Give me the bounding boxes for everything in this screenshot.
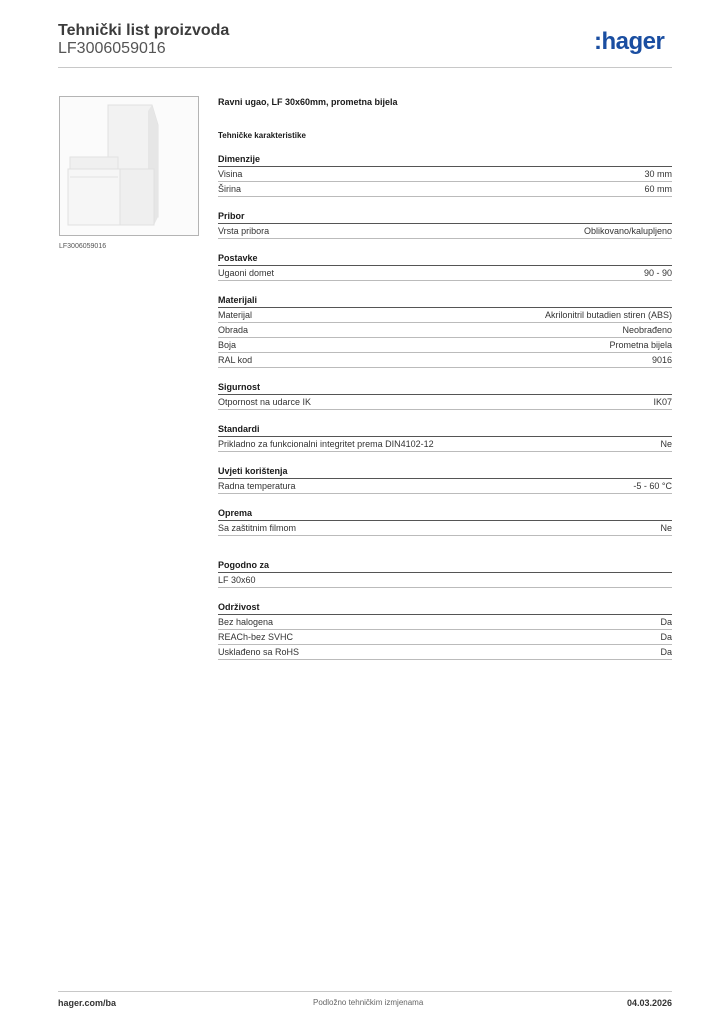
spec-label: Sa zaštitnim filmom [218,523,297,533]
spec-row [218,338,672,353]
spec-row [218,521,672,536]
spec-value: Da [660,617,672,627]
spec-value: Oblikovano/kalupljeno [583,226,672,236]
section-pribor [218,211,672,239]
spec-row [218,479,672,494]
spec-row [218,395,672,410]
footer-website-link[interactable]: hager.com/ba [58,998,117,1008]
spec-row [218,437,672,452]
image-caption: LF3006059016 [59,243,107,250]
spec-label: Visina [218,169,243,179]
hager-logo: :hager [594,28,665,55]
section-title: Postavke [218,253,672,266]
spec-row [218,630,672,645]
spec-row [218,353,672,368]
section-title: Dimenzije [218,154,672,167]
section-title: Uvjeti korištenja [218,466,672,479]
spec-row [218,224,672,239]
section-pogodno-za [218,560,672,588]
tech-characteristics-heading: Tehničke karakteristike [218,131,306,140]
spec-label: Radna temperatura [218,481,296,491]
spec-value: Neobrađeno [622,325,672,335]
spec-label: Obrada [218,325,249,335]
section-title: Pogodno za [218,560,672,573]
spec-label: LF 30x60 [218,575,256,585]
footer-date: 04.03.2026 [626,998,672,1008]
spec-row [218,615,672,630]
section-title: Standardi [218,424,672,437]
spec-value: IK07 [653,397,672,407]
spec-row [218,167,672,182]
spec-label: Usklađeno sa RoHS [218,647,300,657]
spec-label: Otpornost na udarce IK [218,397,312,407]
spec-value: 30 mm [644,169,672,179]
product-image [59,96,199,236]
spec-value: Da [660,632,672,642]
section-sigurnost [218,382,672,410]
spec-label: Ugaoni domet [218,268,275,278]
product-description: Ravni ugao, LF 30x60mm, prometna bijela [218,97,398,107]
spec-row [218,573,672,588]
section-uvjeti-koristenja [218,466,672,494]
spec-label: REACh-bez SVHC [218,632,294,642]
section-title: Oprema [218,508,672,521]
section-oprema [218,508,672,536]
page-title: Tehnički list proizvoda [58,22,230,39]
spec-value: Akrilonitril butadien stiren (ABS) [544,310,672,320]
spec-value: 9016 [651,355,672,365]
spec-value: 90 - 90 [643,268,672,278]
product-number: LF3006059016 [58,40,166,57]
footer-notice: Podložno tehničkim izmjenama [313,998,424,1007]
section-title: Pribor [218,211,672,224]
spec-label: Vrsta pribora [218,226,270,236]
spec-label: Prikladno za funkcionalni integritet prema DIN4102-12 [218,439,434,449]
spec-label: RAL kod [218,355,253,365]
spec-label: Bez halogena [218,617,274,627]
spec-value: Ne [660,439,672,449]
spec-content [218,96,672,660]
spec-row [218,308,672,323]
section-title: Sigurnost [218,382,672,395]
section-postavke [218,253,672,281]
spec-row [218,645,672,660]
spec-row [218,323,672,338]
spec-value: Prometna bijela [609,340,672,350]
section-materijali [218,295,672,368]
header-divider [58,67,672,68]
section-dimenzije [218,154,672,197]
footer-divider [58,991,672,992]
section-title: Materijali [218,295,672,308]
spec-value: 60 mm [644,184,672,194]
spec-label: Materijal [218,310,253,320]
spec-value: Da [660,647,672,657]
spec-row [218,266,672,281]
spec-label: Širina [218,184,242,194]
spec-row [218,182,672,197]
spec-value: Ne [660,523,672,533]
section-odrzivost [218,602,672,660]
product-photo-icon [60,97,198,235]
section-standardi [218,424,672,452]
section-title: Održivost [218,602,672,615]
spec-label: Boja [218,340,237,350]
spec-value: -5 - 60 °C [633,481,672,491]
